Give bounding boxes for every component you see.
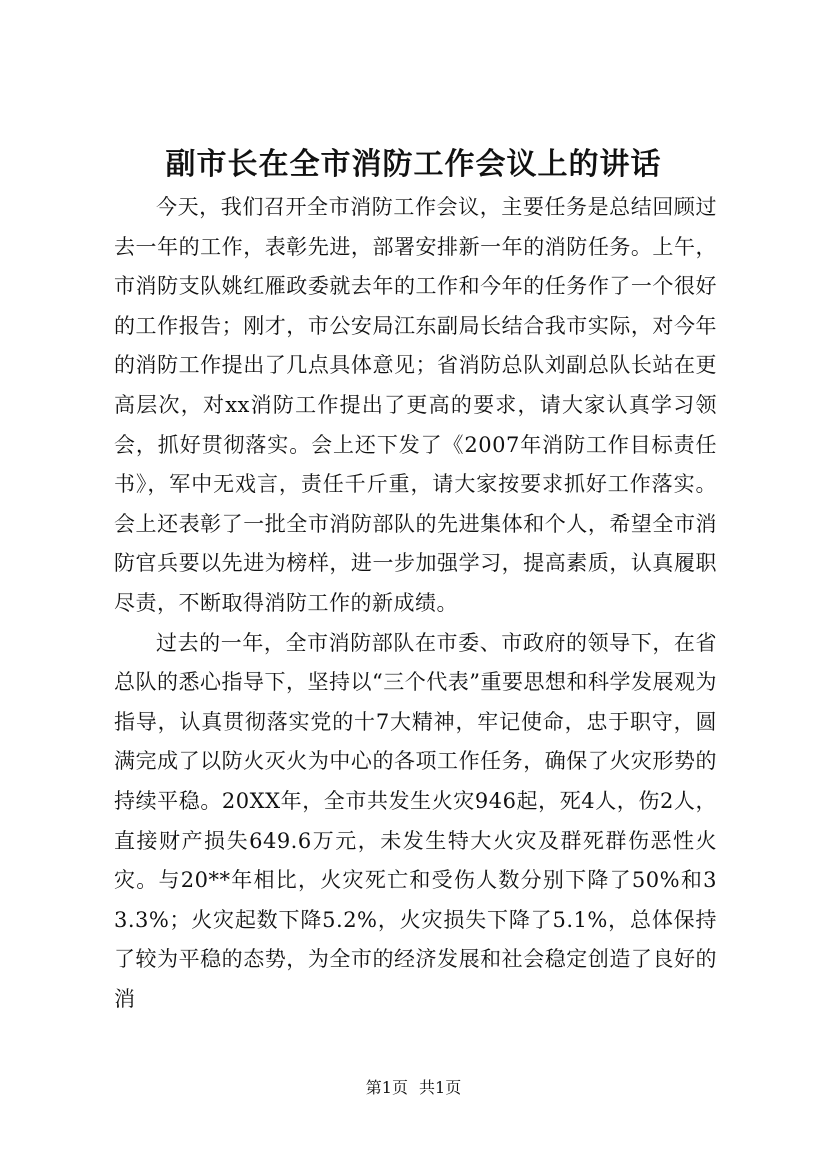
- paragraph-2: 过去的一年，全市消防部队在市委、市政府的领导下，在省总队的悉心指导下，坚持以“三个代表”重要思想和科学发展观为指导，认真贯彻落实党的十7大精神，牢记使命，忠于职守，圆满完成了以防火灭火为中心的各项工作任务，确保了火灾形势的持续平稳。20XX年，全市共发生火灾946起，死4人，伤2人，直接财产损失649.6万元，未发生特大火灾及群死群伤恶性火灾。与20**年相比，火灾死亡和受伤人数分别下降了50%和33.3%；火灾起数下降5.2%，火灾损失下降了5.1%，总体保持了较为平稳的态势，为全市的经济发展和社会稳定创造了良好的消: [114, 630, 717, 1011]
- page-number-total: 共1页: [419, 1078, 462, 1097]
- document-title: 副市长在全市消防工作会议上的讲话: [165, 147, 662, 182]
- page-number-current: 第1页: [365, 1078, 408, 1097]
- page-footer: [0, 1076, 827, 1100]
- paragraph-1: 今天，我们召开全市消防工作会议，主要任务是总结回顾过去一年的工作，表彰先进，部署安排新一年的消防任务。上午，市消防支队姚红雁政委就去年的工作和今年的任务作了一个很好的工作报告；刚才，市公安局江东副局长结合我市实际，对今年的消防工作提出了几点具体意见；省消防总队刘副总队长站在更高层次，对xx消防工作提出了更高的要求，请大家认真学习领会，抓好贯彻落实。会上还下发了《2007年消防工作目标责任书》，军中无戏言，责任千斤重，请大家按要求抓好工作落实。会上还表彰了一批全市消防部队的先进集体和个人，希望全市消防官兵要以先进为榜样，进一步加强学习，提高素质，认真履职尽责，不断取得消防工作的新成绩。: [114, 195, 717, 615]
- document-body: [114, 188, 717, 1019]
